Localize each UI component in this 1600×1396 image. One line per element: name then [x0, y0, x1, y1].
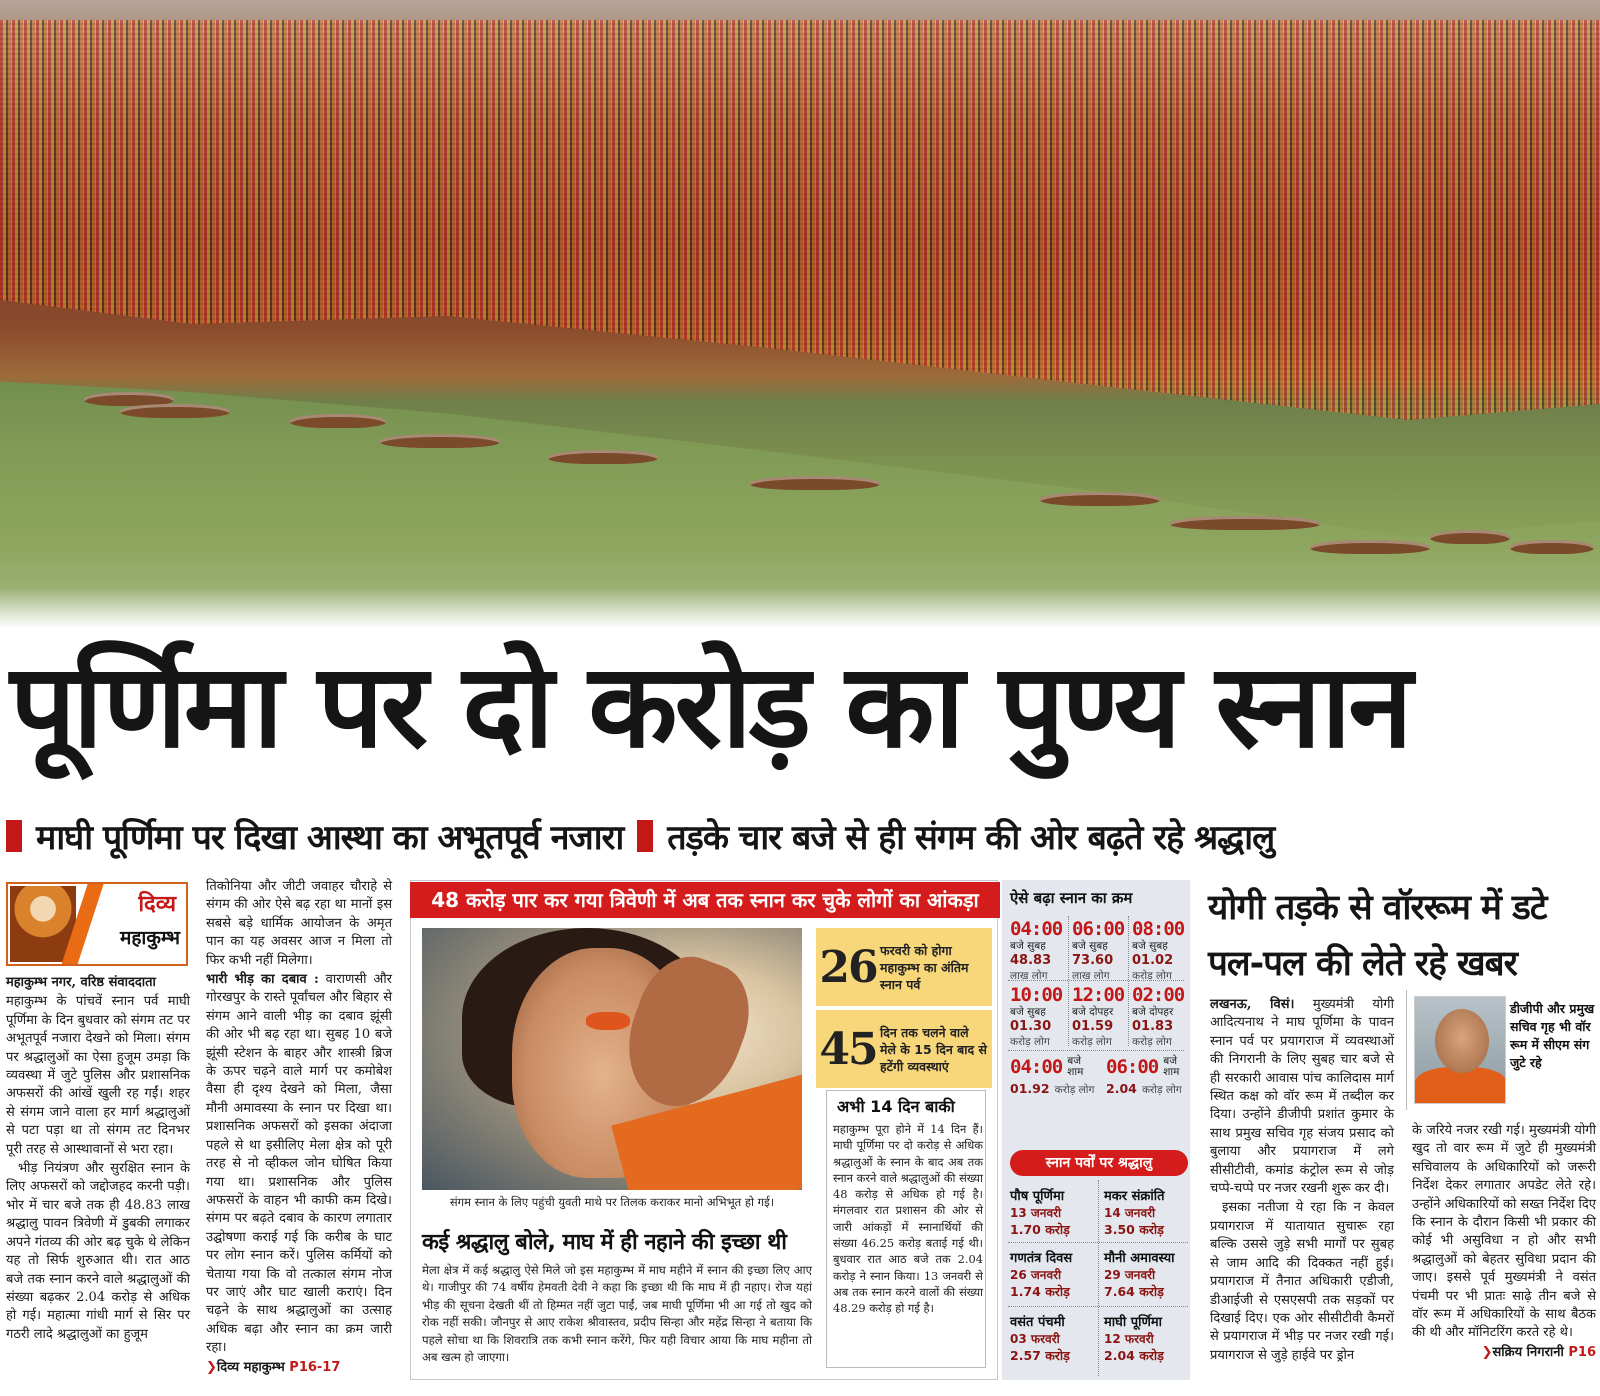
- boat: [750, 476, 880, 490]
- festival-entry: गणतंत्र दिवस 26 जनवरी 1.74 करोड़: [1010, 1251, 1073, 1299]
- divya-mahakumbh-logo: [6, 882, 188, 966]
- boat: [380, 434, 500, 448]
- dateline: लखनऊ, विसं।: [1210, 997, 1295, 1012]
- red-bullet: [637, 820, 653, 852]
- hero-photo-sangam-crowd: [0, 0, 1600, 628]
- festival-pill-header: स्नान पर्वों पर श्रद्धालु: [1010, 1150, 1188, 1176]
- arrow-icon: ❯: [206, 1359, 217, 1375]
- right-article-headline: योगी तड़के से वॉररूम में डटे पल-पल की लेते रहे खबर: [1208, 888, 1547, 984]
- stat-number: 26: [819, 941, 877, 993]
- main-headline: पूर्णिमा पर दो करोड़ का पुण्य स्नान: [10, 639, 1410, 774]
- right-column-2: [1412, 1122, 1596, 1363]
- page-reference[interactable]: ❯सक्रिय निगरानी P16: [1481, 1344, 1596, 1360]
- column-1: [6, 974, 190, 1345]
- schedule-cell: 04:00 बजे सुबह 48.83 लाख लोग: [1010, 918, 1063, 982]
- stat-text: फरवरी को होगा महाकुम्भ का अंतिम स्नान पर्व: [880, 942, 969, 992]
- chief-minister-photo: [1414, 996, 1506, 1104]
- festival-entry: पौष पूर्णिमा 13 जनवरी 1.70 करोड़: [1010, 1189, 1070, 1237]
- schedule-cell: 06:00 बजे सुबह 73.60 लाख लोग: [1072, 918, 1125, 982]
- boat: [1170, 516, 1320, 530]
- paragraph: महाकुम्भ के पांचवें स्नान पर्व माघी पूर्णिमा के दिन बुधवार को संगम तट पर अभूतपूर्व नजारा देखने को मिला। संगम पर श्रद्धालुओं का ऐसा हुजूम उमड़ा कि व्यवस्था में जुटे पुलिस और प्रशासनिक अफसरों की आंखें खुली रह गईं। शहर से संगम जाने वाला हर मार्ग श्रद्धालुओं से पटा पड़ा था तो संगम तट दिनभर पूरी तरह से आस्थावानों से भरा रहा।: [6, 994, 190, 1157]
- photo-caption: डीजीपी और प्रमुख सचिव गृह भी वॉर रूम में सीएम संग जुटे रहे: [1510, 1001, 1595, 1070]
- stat-box: [816, 928, 992, 1006]
- bathing-schedule-box: [1002, 880, 1190, 1380]
- remaining-heading: अभी 14 दिन बाकी: [837, 1097, 955, 1116]
- photo-caption: संगम स्नान के लिए पहुंची युवती माथे पर तिलक कराकर मानो अभिभूत हो गई।: [449, 1195, 775, 1209]
- logo-line-1: दिव्य: [138, 892, 176, 917]
- festival-entry: माघी पूर्णिमा 12 फरवरी 2.04 करोड़: [1104, 1315, 1164, 1363]
- column-2: [206, 878, 392, 1378]
- quote-heading: कई श्रद्धालु बोले, माघ में ही नहाने की इच्छा थी: [422, 1230, 787, 1255]
- stat-box: [816, 1010, 992, 1088]
- boat: [1430, 530, 1510, 544]
- boat: [548, 450, 658, 464]
- festival-entry: मौनी अमावस्या 29 जनवरी 7.64 करोड़: [1104, 1251, 1175, 1299]
- schedule-cell: 12:00 बजे दोपहर 01.59 करोड़ लोग: [1072, 984, 1125, 1048]
- subhead-1: माघी पूर्णिमा पर दिखा आस्था का अभूतपूर्व नजारा: [36, 818, 624, 858]
- festival-entry: मकर संक्रांति 14 जनवरी 3.50 करोड़: [1104, 1189, 1165, 1237]
- stat-text: दिन तक चलने वाले मेले के 15 दिन बाद से हटेंगी व्यवस्थाएं: [880, 1024, 987, 1074]
- paragraph: भीड़ नियंत्रण और सुरक्षित स्नान के लिए अफसरों को जद्दोजहद करनी पड़ी। भोर में चार बजे तक ही 48.83 लाख श्रद्धालु पावन त्रिवेणी में डुबकी लगाकर अपने गंतव्य की ओर बढ़ चुके थे लेकिन यह तो सिर्फ शुरुआत थी। रात आठ बजे तक स्नान करने वाले श्रद्धालुओं की संख्या बढ़कर 2.04 करोड़ से अधिक हो गई। महात्मा गांधी मार्ग से सिर पर गठरी लादे श्रद्धालुओं का हुजूम: [6, 1161, 190, 1342]
- paragraph: तिकोनिया और जीटी जवाहर चौराहे से संगम की ओर ऐसे बढ़ रहा था मानों इस सबसे बड़े धार्मिक आयोजन के अमृत पान का यह अवसर आज न मिला तो फिर कभी नहीं मिलेगा।: [206, 879, 392, 968]
- quote-body: मेला क्षेत्र में कई श्रद्धालु ऐसे मिले जो इस महाकुम्भ में माघ महीने में स्नान की इच्छा लिए आए थे। गाजीपुर की 74 वर्षीय हेमवती देवी ने कहा कि इच्छा थी कि माघ में ही नहाए। रोज यहां भीड़ की सूचना देखती थीं तो हिम्मत नहीं जुटा पाईं, जब माघी पूर्णिमा भी आ गई तो खुद को रोक नहीं सकी। जौनपुर से आए राकेश श्रीवास्तव, प्रदीप सिन्हा और महेंद्र सिन्हा ने बताया कि पहले सोचा था कि शिवरात्रि तक कभी स्नान करेंगे, फिर यही विचार आया कि माघ महीना तो अब खत्म हो जाएगा।: [422, 1263, 812, 1365]
- crowd-area: [0, 20, 1600, 420]
- paragraph: वाराणसी और गोरखपुर के रास्ते पूर्वांचल और बिहार से संगम आने वाली भीड़ का दबाव झूंसी की ओर भी बढ़ रहा था। सुबह 10 बजे झूंसी स्टेशन के बाहर और शास्त्री ब्रिज के ऊपर चढ़ने वाले मार्ग पर कमोबेश वैसा ही दृश्य देखने को मिला, जैसा मौनी अमावस्या के स्नान पर दिखा था। प्रशासनिक अफसरों को इसका अंदाजा पहले से था इसीलिए मेला क्षेत्र को पूरी तरह से नो व्हीकल जोन घोषित किया गया था। प्रशासनिक और पुलिस अफसरों के वाहन भी काफी कम दिखे। संगम पर बढ़ते दबाव के कारण लगातार उद्घोषणा कराई गई कि करीब के घाट पर लोग स्नान करें। पुलिस कर्मियों को चेताया गया कि वो तत्काल संगम नोज पर जाएं और घाट खाली कराएं। दिन चढ़ने के साथ श्रद्धालुओं का उत्साह अधिक बढ़ा और स्नान का क्रम जारी रहा।: [206, 972, 392, 1356]
- schedule-evening-1: 04:00 बजे शाम 01.92 करोड़ लोग: [1010, 1055, 1095, 1096]
- boat: [1510, 540, 1594, 554]
- schedule-cell: 02:00 बजे दोपहर 01.83 करोड़ लोग: [1132, 984, 1185, 1048]
- arrow-icon: ❯: [1481, 1344, 1493, 1360]
- schedule-cell: 08:00 बजे सुबह 01.02 करोड़ लोग: [1132, 918, 1185, 982]
- remaining-body: महाकुम्भ पूरा होने में 14 दिन हैं। माघी पूर्णिमा पर दो करोड़ से अधिक श्रद्धालुओं के स्नान के बाद अब तक स्नान करने वाले श्रद्धालुओं की संख्या 48 करोड़ से अधिक हो गई है। मंगलवार रात प्रशासन की ओर से जारी आंकड़ों में स्नानार्थियों की संख्या 46.25 करोड़ बताई गई थी। बुधवार रात आठ बजे तक 2.04 करोड़ ने स्नान किया। 13 जनवरी से अब तक स्नान करने वालों की संख्या 48.29 करोड़ हो गई है।: [833, 1122, 983, 1316]
- stat-number: 45: [819, 1023, 877, 1075]
- schedule-title: ऐसे बढ़ा स्नान का क्रम: [1010, 889, 1133, 907]
- page-reference[interactable]: ❯दिव्य महाकुम्भ P16-17: [206, 1359, 341, 1375]
- paragraph: इसका नतीजा ये रहा कि न केवल प्रयागराज में यातायात सुचारू रहा बल्कि उससे जुड़े सभी मार्गों पर सुबह से जाम आदि की दिक्कत नहीं हुई। प्रयागराज में तैनात अधिकारी एडीजी, डीआईजी से एसएसपी तक सड़कों पर दिखाई दिए। एक ओर सीसीटीवी कैमरों से प्रयागराज में भीड़ पर नजर रखी गई। प्रयागराज से जुड़े हाईवे पर ड्रोन: [1210, 1200, 1394, 1363]
- paragraph: के जरिये नजर रखी गई। मुख्यमंत्री योगी खुद तो वार रूम में जुटे ही मुख्यमंत्री सचिवालय के अधिकारियों को जरूरी निर्देश देकर लगातार अपडेट लेते रहे। उन्होंने अधिकारियों को सख्त निर्देश दिए कि स्नान के दौरान किसी भी प्रकार की कोई भी असुविधा न हो और सभी श्रद्धालुओं को बेहतर सुविधा प्रदान की जाए। इससे पूर्व मुख्यमंत्री ने वसंत पंचमी पर भी प्रातः साढ़े तीन बजे से वॉर रूम में अधिकारियों के साथ बैठक की थी और मॉनिटरिंग करते रहे थे।: [1412, 1123, 1596, 1341]
- subhead-lead: भारी भीड़ का दबाव :: [206, 972, 319, 988]
- boat: [1040, 492, 1160, 506]
- subheads: [6, 808, 1596, 864]
- dateline: महाकुम्भ नगर, वरिष्ठ संवाददाता: [6, 975, 156, 990]
- schedule-evening-2: 06:00 बजे शाम 2.04 करोड़ लोग: [1106, 1055, 1182, 1096]
- logo-line-2: महाकुम्भ: [119, 927, 180, 949]
- right-column-1: [1210, 996, 1394, 1366]
- boat: [120, 404, 230, 418]
- devotee-tilak-photo: [422, 928, 802, 1190]
- panel-header: 48 करोड़ पार कर गया त्रिवेणी में अब तक स्नान कर चुके लोगों का आंकड़ा: [410, 882, 1000, 918]
- schedule-cell: 10:00 बजे सुबह 01.30 करोड़ लोग: [1010, 984, 1063, 1048]
- festival-entry: वसंत पंचमी 03 फरवरी 2.57 करोड़: [1010, 1315, 1070, 1363]
- subhead-2: तड़के चार बजे से ही संगम की ओर बढ़ते रहे श्रद्धालु: [667, 818, 1275, 858]
- red-bullet: [6, 820, 22, 852]
- paragraph: मुख्यमंत्री योगी आदित्यनाथ ने माघ पूर्णिमा के पावन स्नान पर्व पर प्रयागराज में व्यवस्थाओं की निगरानी के लिए सुबह चार बजे से ही सरकारी आवास पांच कालिदास मार्ग स्थित कक्ष को वॉर रूम में तब्दील कर दिया। उन्होंने डीजीपी प्रशांत कुमार के साथ प्रमुख सचिव गृह संजय प्रसाद को बुलाया और प्रयागराज में लगे सीसीटीवी, कमांड कंट्रोल रूम से जोड़ चप्पे-चप्पे पर नजर रखनी शुरू कर दी।: [1210, 997, 1394, 1197]
- boat: [290, 414, 386, 428]
- remaining-days-box: [826, 1090, 986, 1368]
- boat: [1310, 540, 1430, 554]
